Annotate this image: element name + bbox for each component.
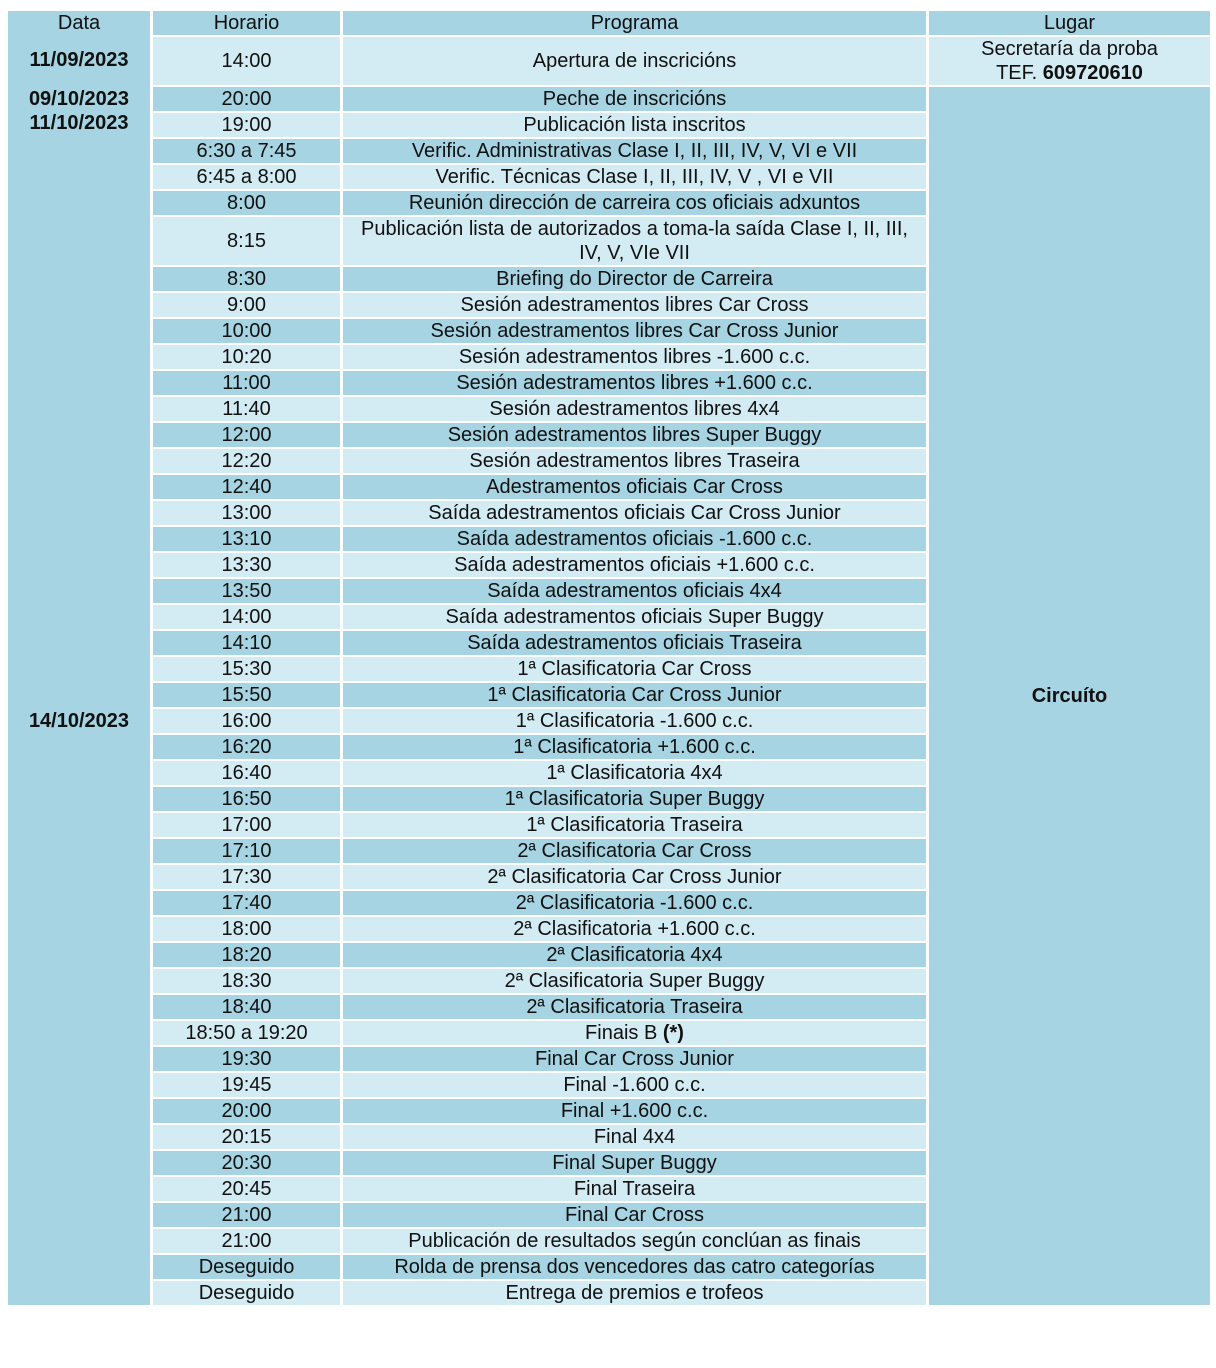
program-cell	[343, 733, 926, 759]
date-cell: 11/10/2023	[8, 111, 150, 137]
program-cell	[343, 137, 926, 163]
program-text: Verific. Técnicas Clase I, II, III, IV, V , VI e VII	[435, 166, 834, 188]
program-cell	[343, 369, 926, 395]
time-cell: 12:00	[153, 421, 340, 447]
program-text: 1ª Clasificatoria +1.600 c.c.	[513, 736, 756, 758]
program-text: 1ª Clasificatoria Traseira	[526, 814, 743, 836]
program-text: Adestramentos oficiais Car Cross	[486, 476, 783, 498]
program-cell	[343, 577, 926, 603]
program-text: Rolda de prensa dos vencedores das catro categorías	[394, 1256, 875, 1278]
program-cell	[343, 85, 926, 111]
time-cell: 17:40	[153, 889, 340, 915]
program-text: Publicación lista de autorizados a toma-la saída Clase I, II, III, IV, V, VIe VII	[361, 218, 908, 264]
program-text: 1ª Clasificatoria Car Cross Junior	[487, 684, 782, 706]
time-cell: 19:00	[153, 111, 340, 137]
time-cell: 13:30	[153, 551, 340, 577]
time-cell: 19:45	[153, 1071, 340, 1097]
time-cell: 17:30	[153, 863, 340, 889]
program-cell	[343, 343, 926, 369]
time-cell: 18:20	[153, 941, 340, 967]
program-cell	[343, 215, 926, 265]
program-text: Verific. Administrativas Clase I, II, III, IV, V, VI e VII	[411, 140, 858, 162]
place-secretariat	[929, 35, 1210, 85]
time-cell: 17:00	[153, 811, 340, 837]
time-cell: 18:50 a 19:20	[153, 1019, 340, 1045]
program-text: Final +1.600 c.c.	[560, 1100, 709, 1122]
time-cell: 17:10	[153, 837, 340, 863]
program-cell	[343, 811, 926, 837]
program-cell	[343, 111, 926, 137]
time-cell: 6:45 a 8:00	[153, 163, 340, 189]
program-cell	[343, 1019, 926, 1045]
program-cell	[343, 1227, 926, 1253]
time-cell: 15:30	[153, 655, 340, 681]
program-text: Publicación de resultados según conclúan as finais	[408, 1230, 861, 1252]
program-cell	[343, 837, 926, 863]
header-date: Data	[8, 11, 150, 35]
program-cell	[343, 421, 926, 447]
program-cell	[343, 1253, 926, 1279]
time-cell: 11:00	[153, 369, 340, 395]
program-note-mark: (*)	[662, 1022, 684, 1044]
time-cell: 14:00	[153, 603, 340, 629]
program-text: Sesión adestramentos libres Car Cross	[460, 294, 809, 316]
program-text: Final Car Cross	[565, 1204, 704, 1226]
header-program: Programa	[343, 11, 926, 35]
program-text: Final Traseira	[573, 1178, 696, 1200]
time-cell: 20:00	[153, 85, 340, 111]
program-text: Publicación lista inscritos	[523, 114, 746, 136]
program-cell	[343, 395, 926, 421]
time-cell: 18:40	[153, 993, 340, 1019]
time-cell: Deseguido	[153, 1279, 340, 1305]
program-text: 2ª Clasificatoria Traseira	[526, 996, 743, 1018]
time-cell: 16:00	[153, 707, 340, 733]
program-cell	[343, 499, 926, 525]
time-cell: 16:50	[153, 785, 340, 811]
program-cell	[343, 1175, 926, 1201]
program-text: Saída adestramentos oficiais Car Cross Junior	[428, 502, 841, 524]
time-cell: 18:00	[153, 915, 340, 941]
program-cell	[343, 889, 926, 915]
program-text: Sesión adestramentos libres 4x4	[489, 398, 780, 420]
time-cell: 20:45	[153, 1175, 340, 1201]
program-text: Saída adestramentos oficiais 4x4	[487, 580, 782, 602]
program-text: Sesión adestramentos libres Traseira	[469, 450, 800, 472]
time-cell: Deseguido	[153, 1253, 340, 1279]
program-cell	[343, 1279, 926, 1305]
program-text: Sesión adestramentos libres -1.600 c.c.	[458, 346, 811, 368]
program-cell	[343, 863, 926, 889]
time-cell: 15:50	[153, 681, 340, 707]
time-cell: 18:30	[153, 967, 340, 993]
header-place: Lugar	[929, 11, 1210, 35]
program-cell	[343, 603, 926, 629]
time-cell: 13:50	[153, 577, 340, 603]
time-cell: 16:20	[153, 733, 340, 759]
program-text: Saída adestramentos oficiais Traseira	[467, 632, 802, 654]
program-text: 1ª Clasificatoria Car Cross	[517, 658, 752, 680]
program-text: Saída adestramentos oficiais Super Buggy	[445, 606, 824, 628]
program-cell	[343, 291, 926, 317]
program-text: 2ª Clasificatoria -1.600 c.c.	[515, 892, 754, 914]
program-cell	[343, 525, 926, 551]
schedule-row	[8, 85, 1210, 111]
program-text: 1ª Clasificatoria 4x4	[546, 762, 723, 784]
time-cell: 20:15	[153, 1123, 340, 1149]
time-cell: 21:00	[153, 1201, 340, 1227]
program-cell	[343, 681, 926, 707]
time-cell: 11:40	[153, 395, 340, 421]
program-text: Reunión dirección de carreira cos oficiais adxuntos	[408, 192, 861, 214]
program-text: Final 4x4	[593, 1126, 676, 1148]
program-text: 2ª Clasificatoria Car Cross	[517, 840, 752, 862]
place-circuit: Circuíto	[929, 85, 1210, 1305]
program-cell	[343, 265, 926, 291]
schedule-table	[5, 11, 1213, 1305]
date-cell: 14/10/2023	[8, 137, 150, 1305]
program-text: 2ª Clasificatoria Super Buggy	[504, 970, 765, 992]
time-cell: 12:40	[153, 473, 340, 499]
program-cell	[343, 1149, 926, 1175]
phone-label: TEF.	[996, 62, 1038, 84]
time-cell: 9:00	[153, 291, 340, 317]
program-cell	[343, 1097, 926, 1123]
program-cell	[343, 915, 926, 941]
time-cell: 16:40	[153, 759, 340, 785]
program-text: 2ª Clasificatoria +1.600 c.c.	[513, 918, 756, 940]
program-cell	[343, 551, 926, 577]
program-text: Final Car Cross Junior	[535, 1048, 734, 1070]
program-cell	[343, 317, 926, 343]
program-text: Briefing do Director de Carreira	[496, 268, 773, 290]
program-cell	[343, 447, 926, 473]
program-cell	[343, 941, 926, 967]
program-text: Final -1.600 c.c.	[563, 1074, 706, 1096]
time-cell: 14:10	[153, 629, 340, 655]
phone-number: 609720610	[1042, 62, 1143, 84]
program-cell	[343, 785, 926, 811]
program-cell	[343, 1201, 926, 1227]
program-text: Sesión adestramentos libres Car Cross Junior	[430, 320, 839, 342]
secretariat-label: Secretaría da proba	[981, 38, 1158, 60]
time-cell: 20:30	[153, 1149, 340, 1175]
program-cell	[343, 189, 926, 215]
program-text: Sesión adestramentos libres Super Buggy	[447, 424, 822, 446]
program-cell	[343, 759, 926, 785]
time-cell: 19:30	[153, 1045, 340, 1071]
program-cell	[343, 993, 926, 1019]
program-cell	[343, 967, 926, 993]
time-cell: 14:00	[153, 35, 340, 85]
time-cell: 20:00	[153, 1097, 340, 1123]
date-cell: 11/09/2023	[8, 35, 150, 85]
schedule-row	[8, 35, 1210, 85]
header-time: Horario	[153, 11, 340, 35]
time-cell: 8:30	[153, 265, 340, 291]
program-cell	[343, 473, 926, 499]
time-cell: 12:20	[153, 447, 340, 473]
time-cell: 21:00	[153, 1227, 340, 1253]
time-cell: 6:30 a 7:45	[153, 137, 340, 163]
program-text: Sesión adestramentos libres +1.600 c.c.	[456, 372, 813, 394]
time-cell: 13:00	[153, 499, 340, 525]
program-text: Entrega de premios e trofeos	[505, 1282, 764, 1304]
date-cell: 09/10/2023	[8, 85, 150, 111]
program-text: Peche de inscricións	[542, 88, 727, 110]
program-cell	[343, 35, 926, 85]
program-text: 2ª Clasificatoria Car Cross Junior	[487, 866, 782, 888]
program-cell	[343, 1045, 926, 1071]
program-text: 1ª Clasificatoria -1.600 c.c.	[515, 710, 754, 732]
program-text: 2ª Clasificatoria 4x4	[546, 944, 723, 966]
program-text: Saída adestramentos oficiais -1.600 c.c.	[456, 528, 813, 550]
program-cell	[343, 655, 926, 681]
header-row	[8, 11, 1210, 35]
time-cell: 10:00	[153, 317, 340, 343]
program-text: Final Super Buggy	[552, 1152, 717, 1174]
time-cell: 13:10	[153, 525, 340, 551]
time-cell: 10:20	[153, 343, 340, 369]
program-cell	[343, 1123, 926, 1149]
program-cell	[343, 163, 926, 189]
program-cell	[343, 707, 926, 733]
program-cell	[343, 1071, 926, 1097]
program-text: Saída adestramentos oficiais +1.600 c.c.	[454, 554, 815, 576]
program-text: 1ª Clasificatoria Super Buggy	[504, 788, 765, 810]
time-cell: 8:00	[153, 189, 340, 215]
program-text: Finais B	[585, 1022, 658, 1044]
time-cell: 8:15	[153, 215, 340, 265]
program-text: Apertura de inscricións	[532, 50, 737, 72]
program-cell	[343, 629, 926, 655]
